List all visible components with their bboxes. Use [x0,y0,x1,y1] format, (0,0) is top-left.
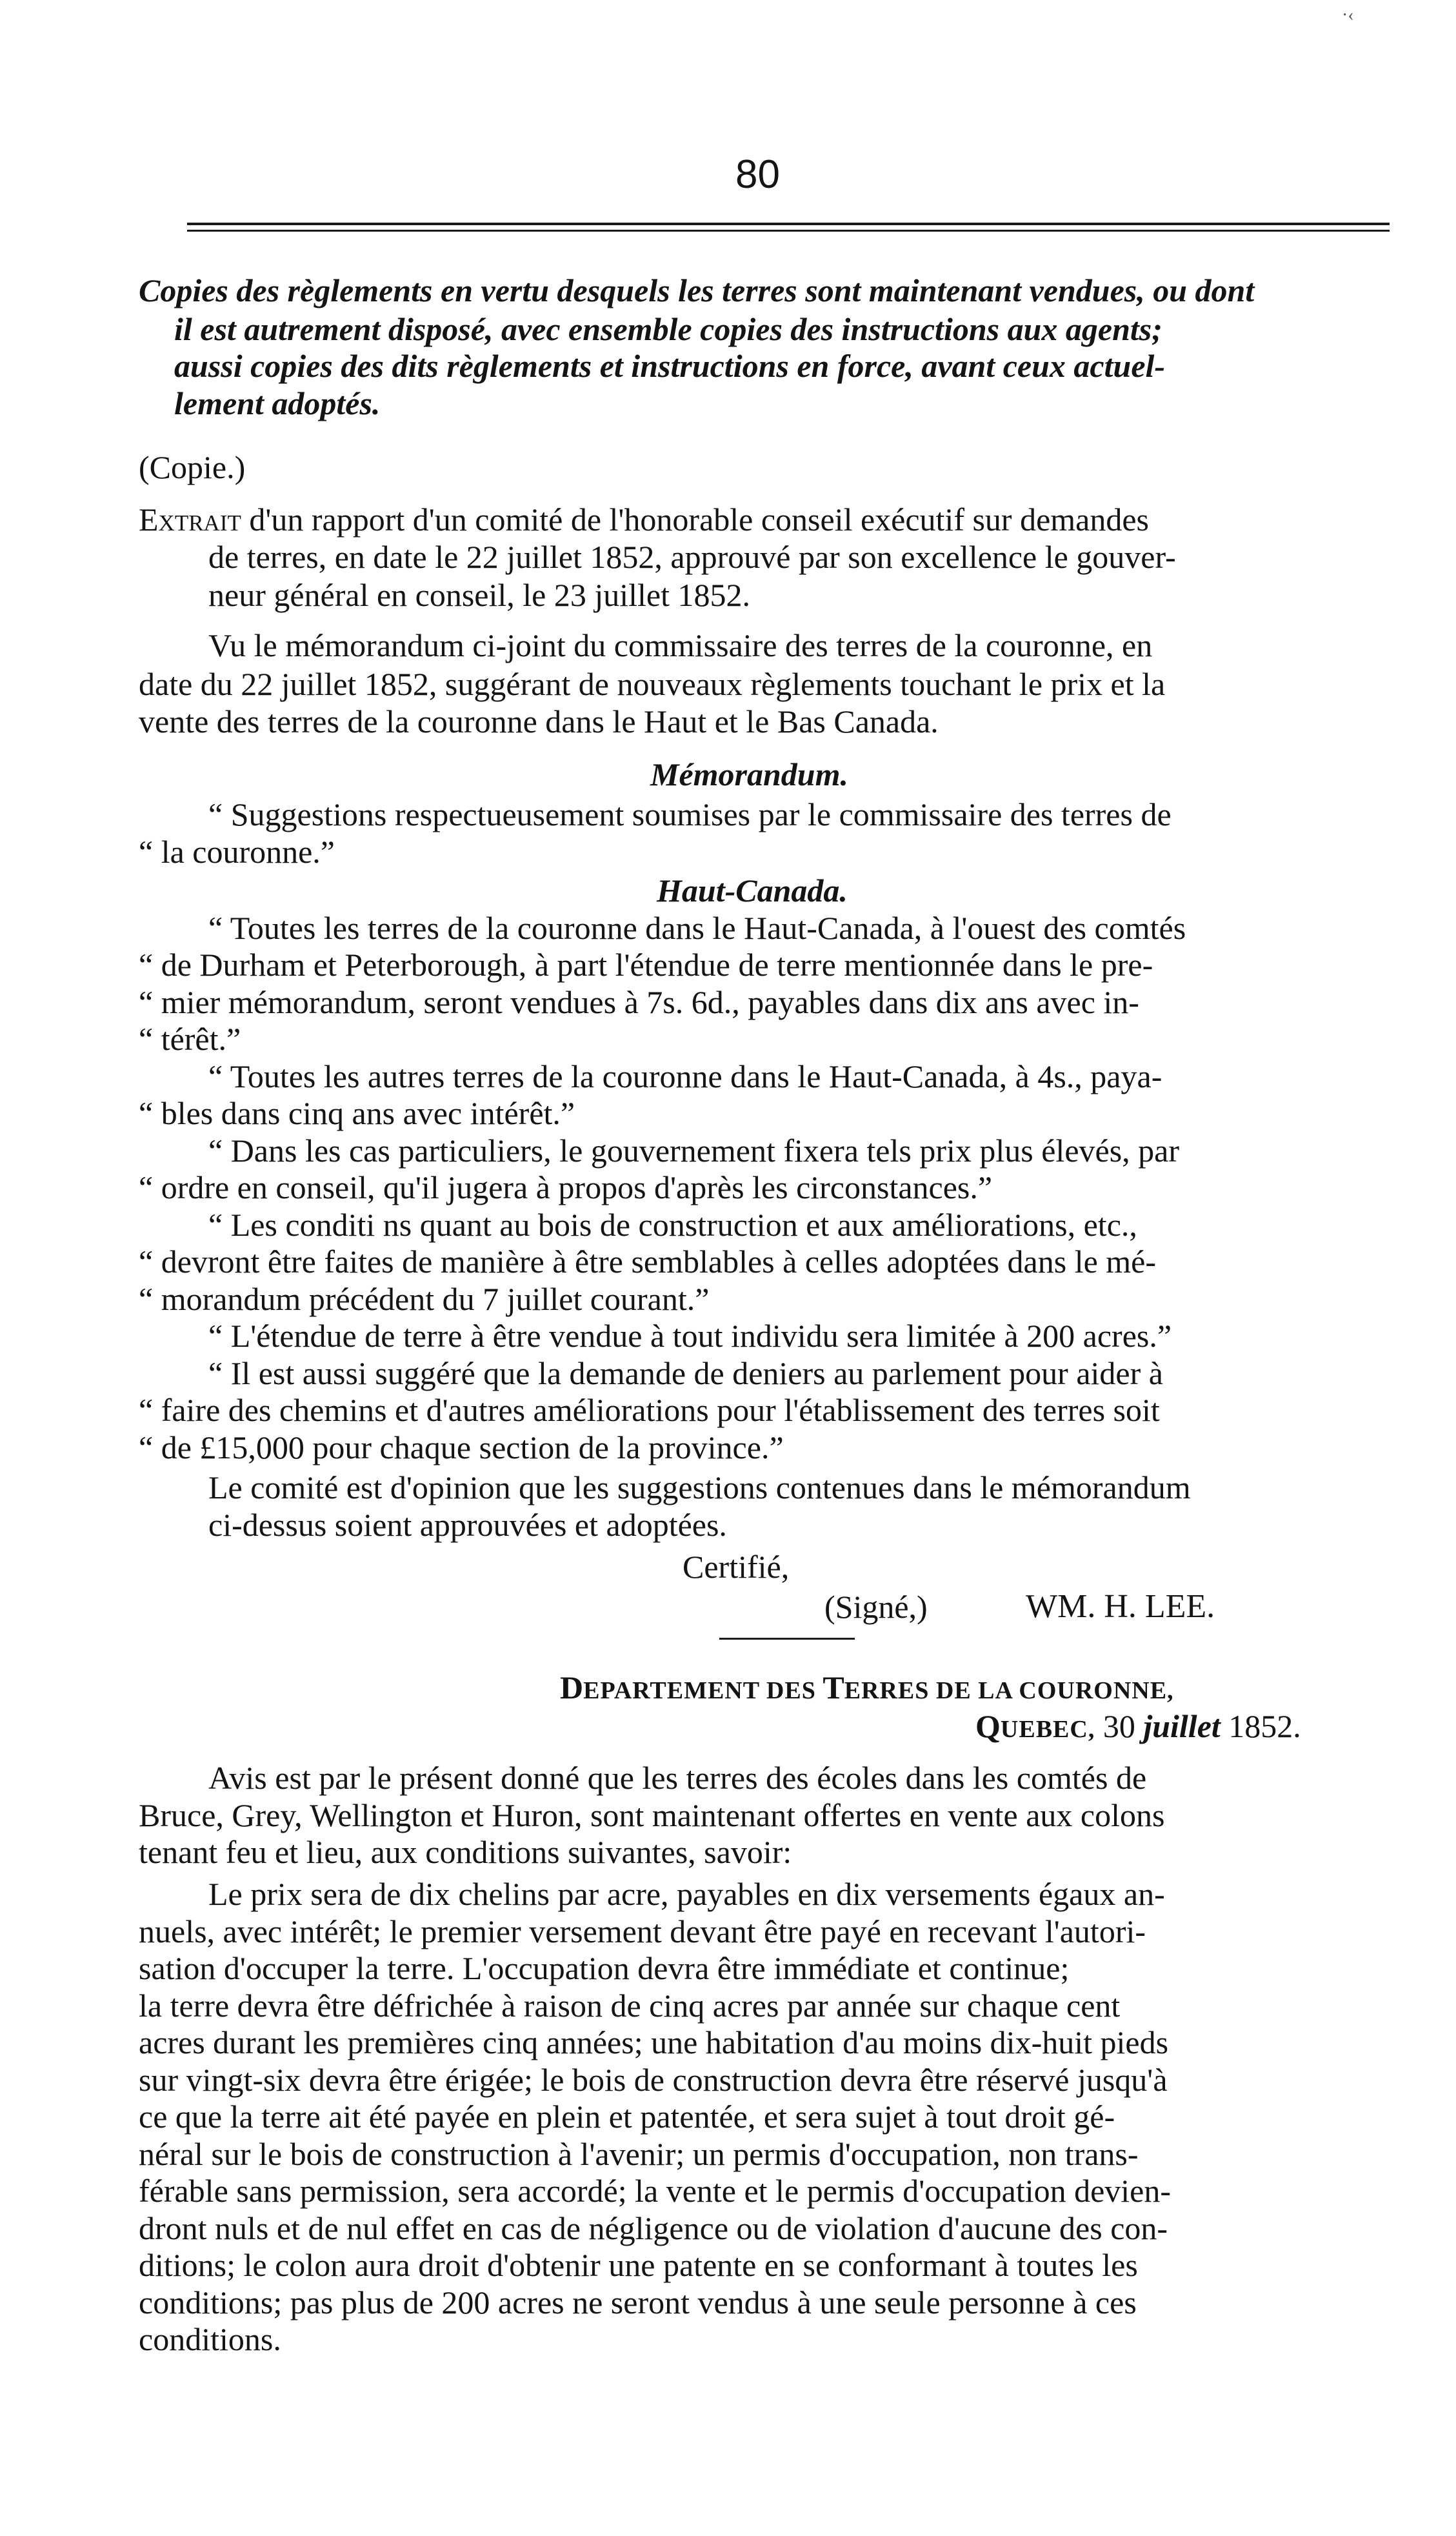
haut-canada-heading: Haut-Canada. [657,872,848,909]
extrait-line-rest: d'un rapport d'un comité de l'honorable conseil exécutif sur demandes [241,501,1150,538]
title-line: il est autrement disposé, avec ensemble copies des instructions aux agents; [174,311,1162,347]
body-line: vente des terres de la couronne dans le Haut et le Bas Canada. [139,703,939,740]
dept-rest-1: EPARTEMENT DES [583,1677,823,1704]
quote-line: “ morandum précédent du 7 juillet courant.” [139,1281,710,1317]
quote-line: “ la couronne.” [139,834,335,870]
extrait-line: de terres, en date le 22 juillet 1852, approuvé par son excellence le gouver- [208,539,1176,575]
title-line: lement adoptés. [174,385,381,421]
body-line: conditions. [139,2321,281,2357]
quebec-rest: UEBEC, [1000,1716,1095,1743]
copie-label: (Copie.) [139,449,246,485]
dept-heading [560,1668,1174,1710]
extrait-line [139,500,1149,539]
quote-line: “ Les conditi ns quant au bois de construction et aux améliorations, etc., [208,1207,1137,1243]
body-line: sur vingt-six devra être érigée; le bois de construction devra être réservé jusqu'à [139,2062,1168,2098]
body-line: Bruce, Grey, Wellington et Huron, sont maintenant offertes en vente aux colons [139,1797,1165,1833]
quote-line: “ de Durham et Peterborough, à part l'étendue de terre mentionnée dans le pre- [139,947,1153,983]
memorandum-heading: Mémorandum. [650,756,849,792]
date-year: 1852. [1228,1708,1301,1744]
dept-date-line [975,1707,1301,1749]
body-line: nuels, avec intérêt; le premier versement devant être payé en recevant l'autori- [139,1913,1146,1949]
quote-line: “ faire des chemins et d'autres améliorations pour l'établissement des terres soit [139,1392,1160,1428]
body-line: sation d'occuper la terre. L'occupation devra être immédiate et continue; [139,1950,1070,1986]
page-number: 80 [735,152,780,197]
body-line: ce que la terre ait été payée en plein et patentée, et sera sujet à tout droit gé- [139,2098,1115,2135]
date-month: juillet [1143,1708,1221,1744]
quebec-cap: Q [975,1708,1001,1744]
quote-line: “ térêt.” [139,1021,241,1057]
title-line: Copies des règlements en vertu desquels les terres sont maintenant vendues, ou dont [139,272,1255,308]
body-line: Avis est par le présent donné que les terres des écoles dans les comtés de [208,1760,1147,1796]
separator-rule [719,1638,855,1640]
quote-line: “ de £15,000 pour chaque section de la province.” [139,1429,784,1465]
body-line: Vu le mémorandum ci-joint du commissaire des terres de la couronne, en [208,627,1153,663]
title-line: aussi copies des dits règlements et instructions en force, avant ceux actuel- [174,348,1166,384]
date-day: 30 [1102,1708,1135,1744]
quote-line: “ L'étendue de terre à être vendue à tout individu sera limitée à 200 acres.” [208,1318,1172,1354]
extrait-lead: Extrait [139,501,241,538]
quote-line: “ bles dans cinq ans avec intérêt.” [139,1095,575,1131]
quote-line: “ Suggestions respectueusement soumises par le commissaire des terres de [208,796,1172,832]
page-mark-glyph: ·‹ [1342,5,1354,25]
body-line: néral sur le bois de construction à l'avenir; un permis d'occupation, non trans- [139,2136,1139,2172]
body-line: Le comité est d'opinion que les suggestions contenues dans le mémorandum [208,1469,1191,1505]
dept-cap-t: T [823,1669,844,1706]
quote-line: “ mier mémorandum, seront vendues à 7s. 6d., payables dans dix ans avec in- [139,984,1139,1020]
body-line: conditions; pas plus de 200 acres ne seront vendus à une seule personne à ces [139,2284,1137,2320]
body-line: la terre devra être défrichée à raison de cinq acres par année sur chaque cent [139,1988,1121,2024]
dept-cap-d: D [560,1669,584,1706]
dept-rest-2: ERRES DE LA COURONNE, [844,1677,1174,1704]
quote-line: “ Dans les cas particuliers, le gouvernement fixera tels prix plus élevés, par [208,1132,1180,1169]
body-line: acres durant les premières cinq années; une habitation d'au moins dix-huit pieds [139,2024,1169,2060]
body-line: ci-dessus soient approuvées et adoptées. [208,1507,727,1543]
top-rule-thin [187,230,1390,232]
body-line: ditions; le colon aura droit d'obtenir une patente en se conformant à toutes les [139,2247,1138,2283]
body-line: date du 22 juillet 1852, suggérant de nouveaux règlements touchant le prix et la [139,666,1166,702]
body-line: dront nuls et de nul effet en cas de négligence ou de violation d'aucune des con- [139,2210,1168,2246]
body-line: Le prix sera de dix chelins par acre, payables en dix versements égaux an- [208,1876,1165,1912]
extrait-line: neur général en conseil, le 23 juillet 1852. [208,577,751,613]
quote-line: “ Il est aussi suggéré que la demande de deniers au parlement pour aider à [208,1355,1163,1391]
signe-label: (Signé,) [824,1589,928,1625]
quote-line: “ Toutes les terres de la couronne dans le Haut-Canada, à l'ouest des comtés [208,910,1186,946]
body-line: tenant feu et lieu, aux conditions suivantes, savoir: [139,1834,792,1870]
body-line: férable sans permission, sera accordé; la vente et le permis d'occupation devien- [139,2173,1172,2209]
top-rule [187,223,1390,225]
certifie: Certifié, [683,1549,790,1585]
quote-line: “ Toutes les autres terres de la couronne dans le Haut-Canada, à 4s., paya- [208,1058,1162,1094]
signature-name: WM. H. LEE. [1026,1588,1215,1625]
quote-line: “ devront être faites de manière à être semblables à celles adoptées dans le mé- [139,1243,1157,1280]
quote-line: “ ordre en conseil, qu'il jugera à propos d'après les circonstances.” [139,1169,993,1205]
